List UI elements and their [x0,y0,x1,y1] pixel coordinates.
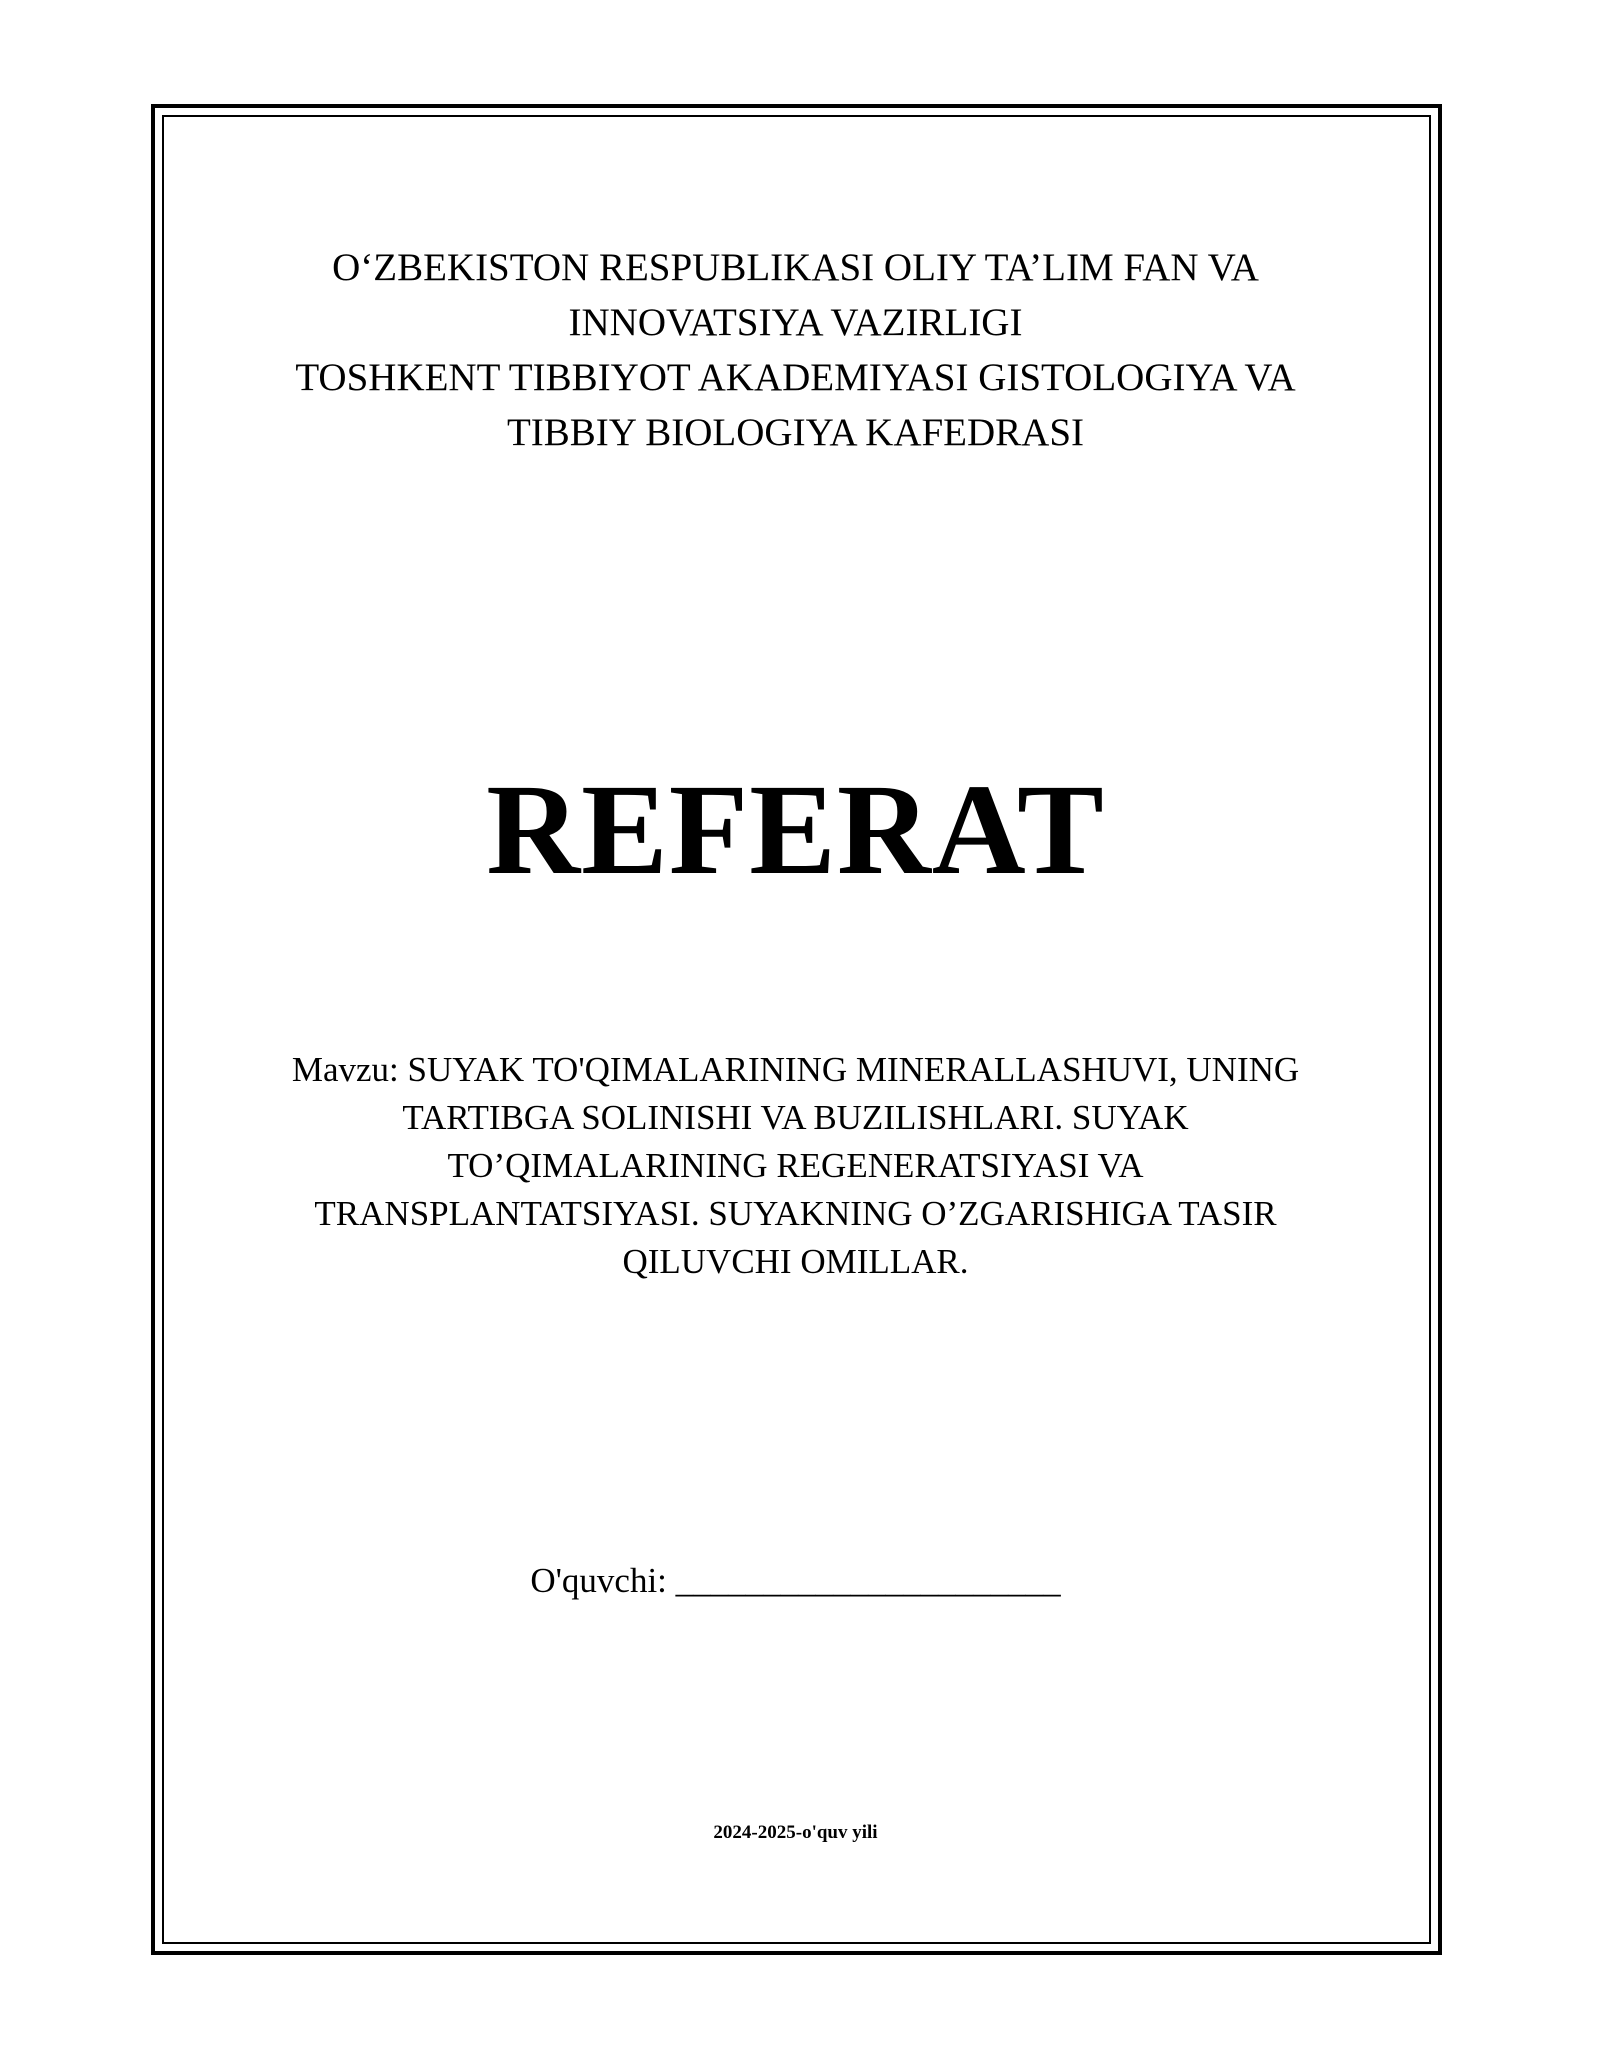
ministry-heading [200,240,1391,350]
ministry-heading-line-1: O‘ZBEKISTON RESPUBLIKASI OLIY TA’LIM FAN VA [332,246,1259,289]
topic-line-4: TRANSPLANTATSIYASI. SUYAKNING O’ZGARISHIGA TASIR [314,1194,1277,1233]
topic-line-5: QILUVCHI OMILLAR. [622,1242,969,1281]
topic-line-1: Mavzu: SUYAK TO'QIMALARINING MINERALLASHUVI, UNING [291,1050,1300,1089]
student-label: O'quvchi: [530,1561,667,1600]
ministry-heading-line-2: INNOVATSIYA VAZIRLIGI [568,301,1023,344]
student-name-blank: ______________________ [675,1561,1061,1600]
academy-heading-line-2: TIBBIY BIOLOGIYA KAFEDRASI [506,411,1085,454]
student-line [200,1557,1391,1605]
topic-line-2: TARTIBGA SOLINISHI VA BUZILISHLARI. SUYAK [402,1098,1189,1137]
topic-line-3: TO’QIMALARINING REGENERATSIYASI VA [447,1146,1144,1185]
topic-block [200,1046,1391,1286]
academic-year: 2024-2025-o'quv yili [713,1822,878,1843]
academy-heading [200,350,1391,460]
academy-heading-line-1: TOSHKENT TIBBIYOT AKADEMIYASI GISTOLOGIYA VA [295,356,1296,399]
document-title: REFERAT [486,758,1105,902]
